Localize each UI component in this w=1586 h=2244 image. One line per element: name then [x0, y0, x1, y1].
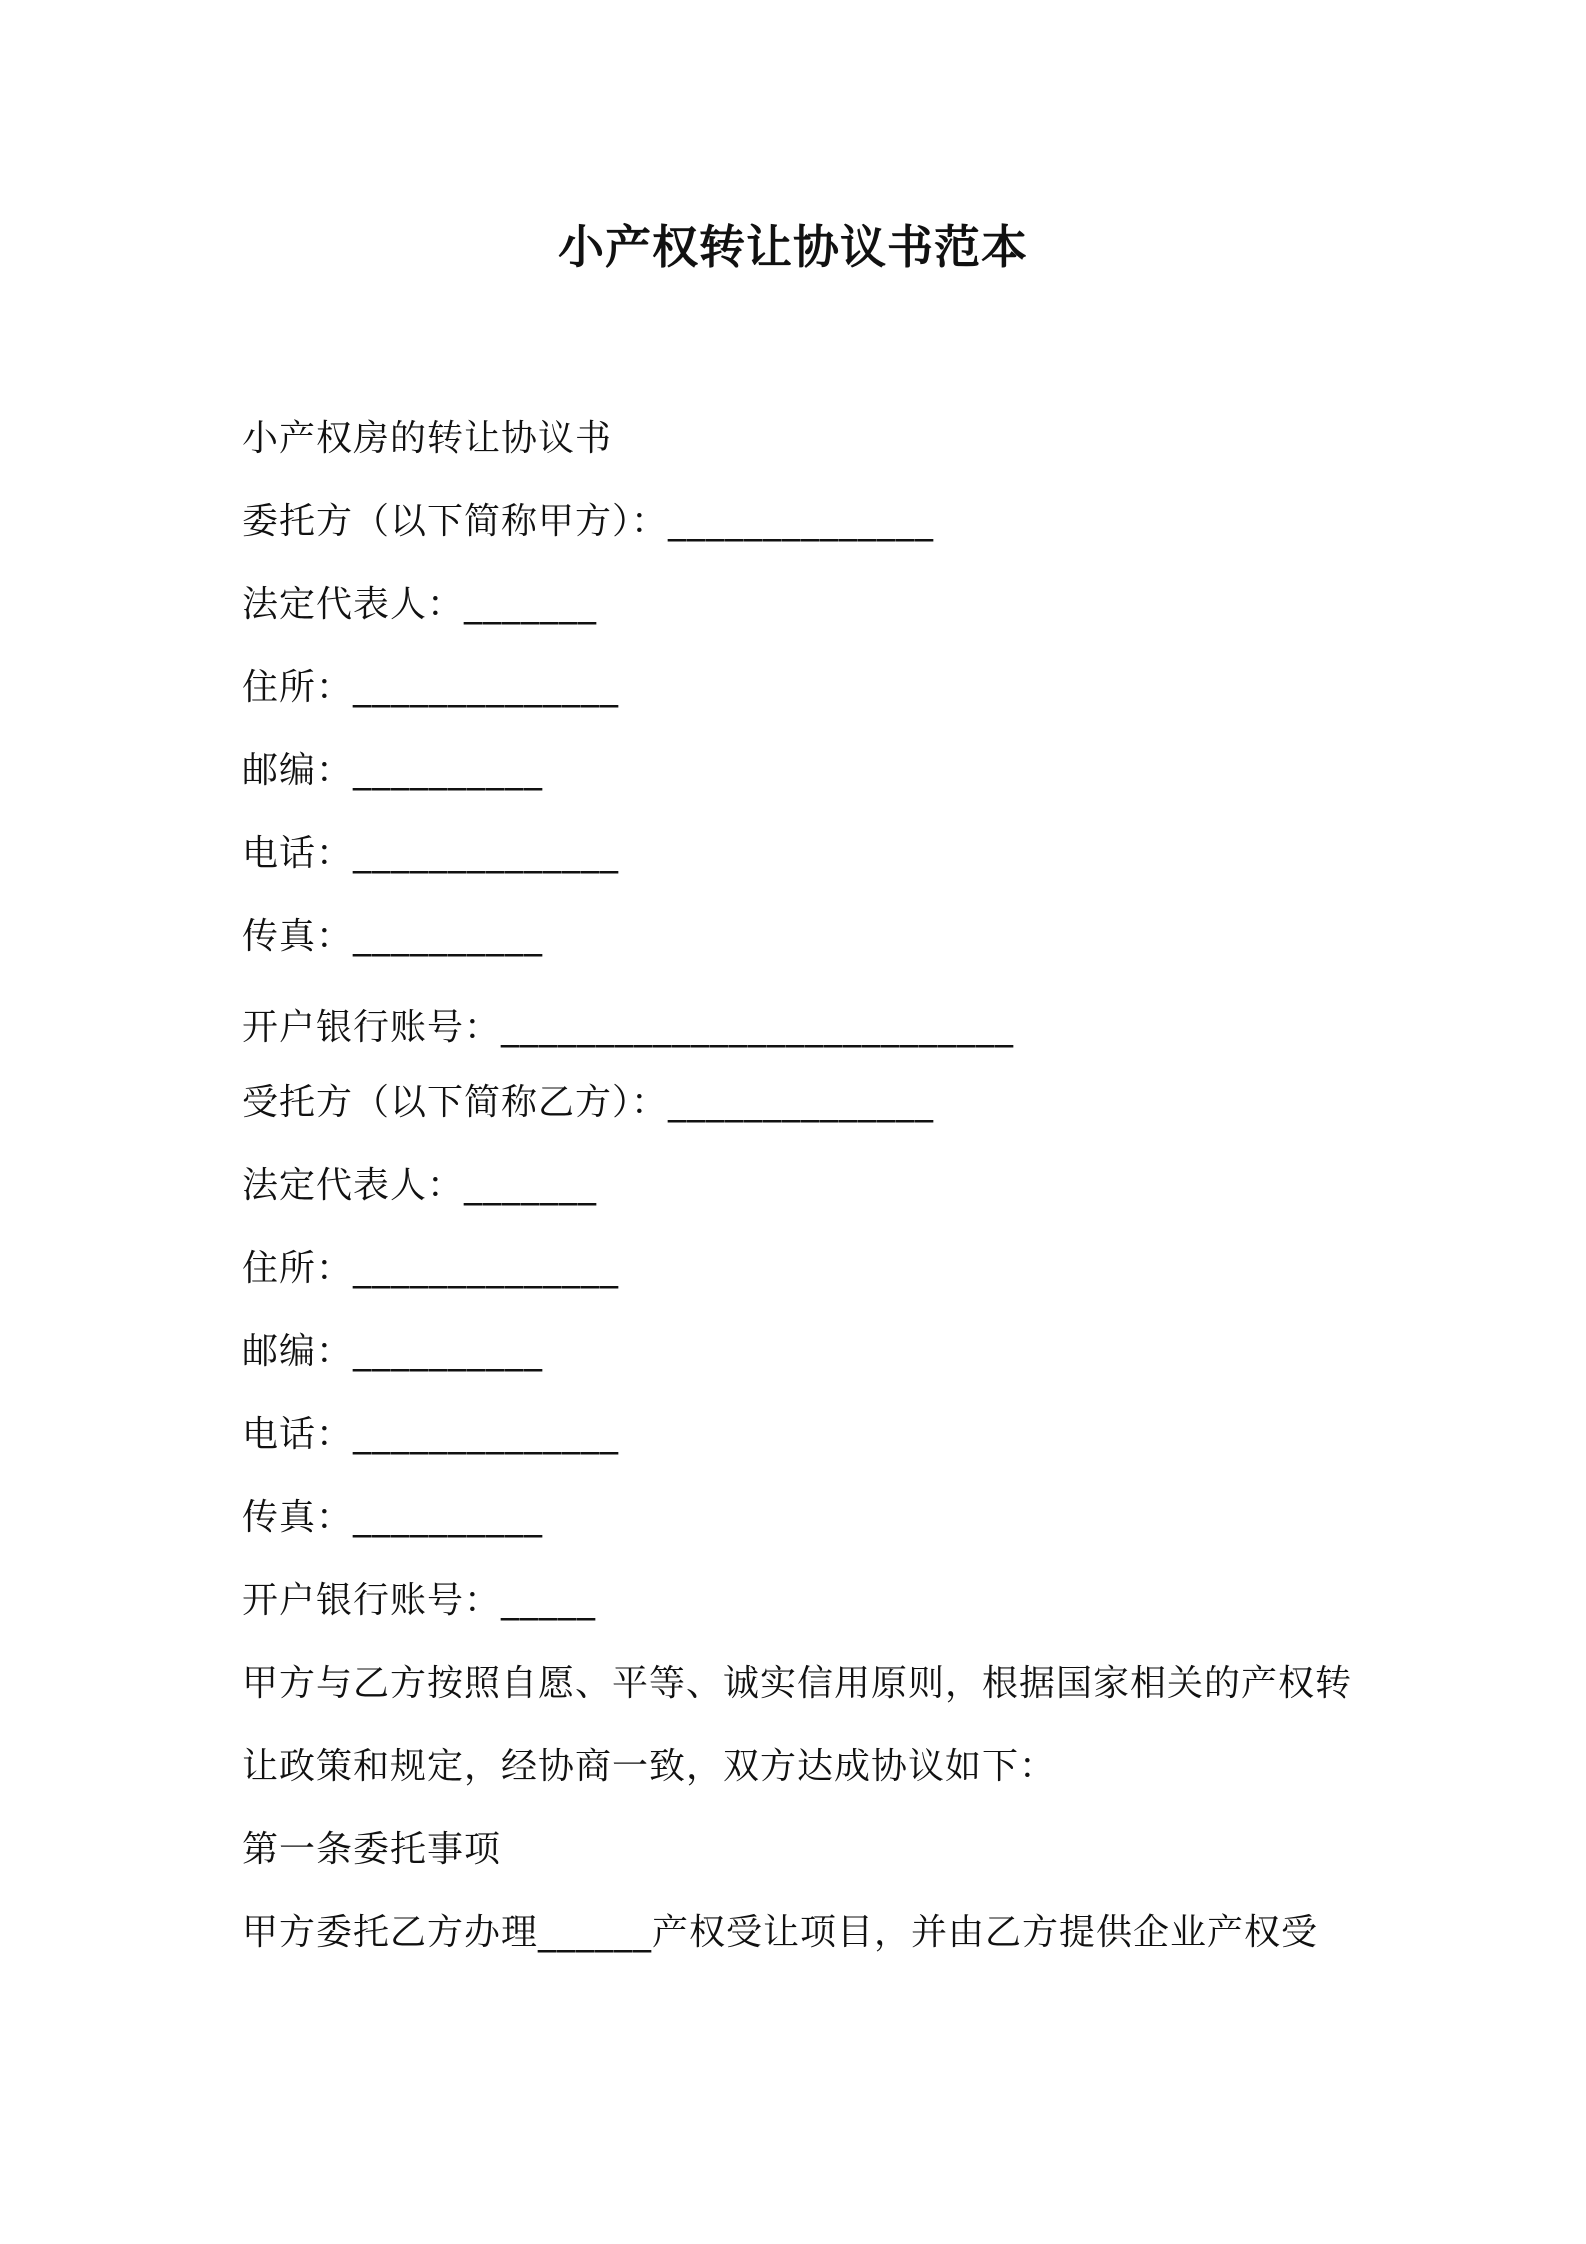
party-b-phone-line: 电话：______________ — [242, 1414, 620, 1455]
party-b-fax-line: 传真：__________ — [242, 1497, 544, 1538]
party-b-representative-line: 法定代表人：_______ — [242, 1165, 598, 1206]
party-a-fax-line: 传真：__________ — [242, 916, 544, 957]
party-b-name-line: 受托方（以下简称乙方）：______________ — [242, 1082, 935, 1123]
intro-paragraph-line-2: 让政策和规定，经协商一致，双方达成协议如下： — [242, 1746, 1057, 1787]
party-a-representative-line: 法定代表人：_______ — [242, 584, 598, 625]
document-title: 小产权转让协议书范本 — [558, 220, 1028, 274]
document-subtitle: 小产权房的转让协议书 — [242, 418, 613, 459]
party-b-zip-line: 邮编：__________ — [242, 1331, 544, 1372]
party-b-bank-line: 开户银行账号：_____ — [242, 1580, 597, 1621]
party-a-bank-line: 开户银行账号：___________________________ — [242, 1007, 1015, 1048]
party-b-address-line: 住所：______________ — [242, 1248, 620, 1289]
article-1-paragraph-line-1: 甲方委托乙方办理______产权受让项目，并由乙方提供企业产权受 — [242, 1912, 1319, 1953]
article-1-heading: 第一条委托事项 — [242, 1829, 502, 1870]
party-a-zip-line: 邮编：__________ — [242, 750, 544, 791]
party-a-phone-line: 电话：______________ — [242, 833, 620, 874]
party-a-name-line: 委托方（以下简称甲方）：______________ — [242, 501, 935, 542]
intro-paragraph-line-1: 甲方与乙方按照自愿、平等、诚实信用原则，根据国家相关的产权转 — [242, 1663, 1353, 1704]
party-a-address-line: 住所：______________ — [242, 667, 620, 708]
